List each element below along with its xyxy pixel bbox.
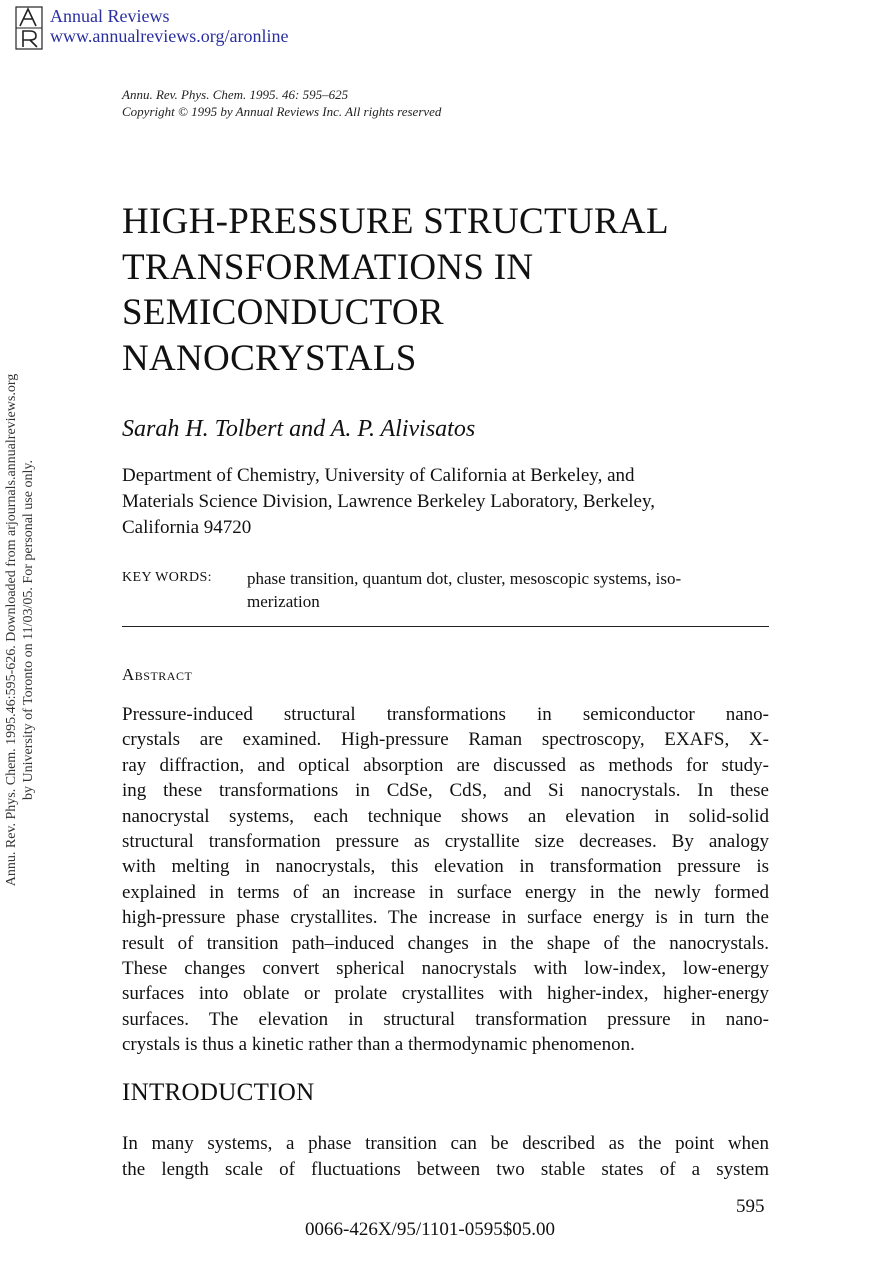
authors: Sarah H. Tolbert and A. P. Alivisatos bbox=[122, 416, 476, 442]
title-line: HIGH-PRESSURE STRUCTURAL bbox=[122, 201, 669, 242]
abstract-line: surfaces into oblate or prolate crystallites with higher-index, higher-energy bbox=[122, 983, 769, 1005]
journal-citation: Annu. Rev. Phys. Chem. 1995. 46: 595–625 bbox=[122, 87, 349, 102]
keywords-line: phase transition, quantum dot, cluster, mesoscopic systems, iso- bbox=[247, 569, 682, 588]
publisher-name[interactable]: Annual Reviews bbox=[50, 6, 170, 26]
introduction-heading: INTRODUCTION bbox=[122, 1079, 315, 1106]
watermark-line-1: Annu. Rev. Phys. Chem. 1995.46:595-626. Downloaded from arjournals.annualreviews.org bbox=[4, 373, 19, 887]
abstract-body bbox=[122, 702, 769, 1058]
abstract-heading: Abstract bbox=[122, 665, 193, 684]
citation-block bbox=[122, 86, 441, 120]
abstract-line: ray diffraction, and optical absorption are discussed as methods for study- bbox=[122, 754, 769, 776]
title-line: NANOCRYSTALS bbox=[122, 337, 417, 379]
keywords-line: merization bbox=[247, 592, 320, 611]
title-line: SEMICONDUCTOR bbox=[122, 292, 444, 333]
abstract-line: Pressure-induced structural transformations in semiconductor nano- bbox=[122, 704, 769, 725]
affiliation-line: California 94720 bbox=[122, 517, 252, 538]
affiliation-line: Materials Science Division, Lawrence Berkeley Laboratory, Berkeley, bbox=[122, 491, 656, 512]
section-divider bbox=[122, 626, 769, 627]
abstract-line: high-pressure phase crystallites. The increase in surface energy is in turn the bbox=[122, 907, 769, 929]
annual-reviews-logo-icon bbox=[15, 6, 43, 50]
abstract-line: crystals are examined. High-pressure Raman spectroscopy, EXAFS, X- bbox=[122, 729, 769, 751]
keywords-list bbox=[247, 567, 769, 613]
abstract-line: These changes convert spherical nanocrystals with low-index, low-energy bbox=[122, 958, 769, 980]
publisher-url-link[interactable]: www.annualreviews.org/aronline bbox=[50, 26, 289, 46]
watermark-line-2: by University of Toronto on 11/03/05. For personal use only. bbox=[21, 460, 36, 800]
abstract-line: structural transformation pressure as crystallite size decreases. By analogy bbox=[122, 831, 769, 853]
affiliation bbox=[122, 463, 772, 541]
article-code: 0066-426X/95/1101-0595$05.00 bbox=[305, 1219, 555, 1240]
abstract-line: result of transition path–induced changes in the shape of the nanocrystals. bbox=[122, 932, 769, 954]
introduction-body bbox=[122, 1131, 769, 1183]
abstract-line: with melting in nanocrystals, this elevation in transformation pressure is bbox=[122, 856, 769, 878]
abstract-line: ing these transformations in CdSe, CdS, and Si nanocrystals. In these bbox=[122, 780, 769, 802]
title-line: TRANSFORMATIONS IN bbox=[122, 246, 534, 288]
affiliation-line: Department of Chemistry, University of California at Berkeley, and bbox=[122, 465, 635, 486]
introduction-line: the length scale of fluctuations between two stable states of a system bbox=[122, 1159, 769, 1180]
article-title bbox=[122, 199, 782, 381]
download-watermark bbox=[3, 320, 45, 940]
abstract-line: explained in terms of an increase in surface energy in the newly formed bbox=[122, 881, 769, 903]
introduction-line: In many systems, a phase transition can be described as the point when bbox=[122, 1133, 769, 1154]
abstract-line: nanocrystal systems, each technique shows an elevation in solid-solid bbox=[122, 805, 769, 827]
keywords-label: KEY WORDS: bbox=[122, 570, 212, 585]
page-number: 595 bbox=[736, 1196, 765, 1217]
copyright-line: Copyright © 1995 by Annual Reviews Inc. All rights reserved bbox=[122, 104, 442, 119]
abstract-line: crystals is thus a kinetic rather than a thermodynamic phenomenon. bbox=[122, 1034, 635, 1056]
publisher-header bbox=[50, 6, 288, 46]
abstract-line: surfaces. The elevation in structural transformation pressure in nano- bbox=[122, 1008, 769, 1030]
